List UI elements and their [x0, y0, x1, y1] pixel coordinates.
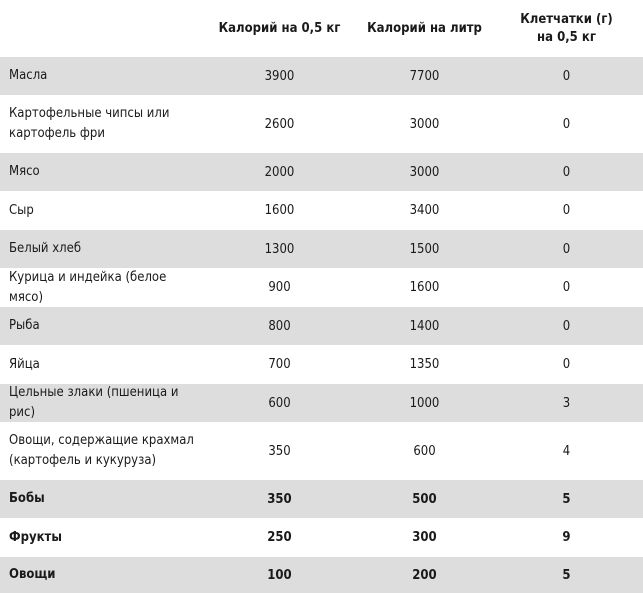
calories-per-half-kg: 100	[267, 567, 292, 583]
table-header	[0, 0, 643, 57]
food-name: Овощи	[9, 567, 56, 582]
calories-per-half-kg: 2000	[264, 164, 295, 180]
table-row	[0, 384, 643, 422]
table-row	[0, 57, 643, 95]
table-row	[0, 422, 643, 480]
food-name: Овощи, содержащие крахмал (картофель и кукуруза)	[9, 433, 194, 468]
table-row	[0, 480, 643, 518]
food-name: Яйца	[9, 356, 40, 372]
fiber-per-half-kg: 0	[562, 280, 571, 295]
calories-per-half-kg: 3900	[264, 68, 295, 84]
table-row	[0, 153, 643, 191]
header-calories-per-liter: Калорий на литр	[367, 20, 482, 36]
fiber-per-half-kg: 5	[562, 567, 571, 583]
header-fiber-line1: Клетчатки (г)	[520, 11, 613, 27]
calories-per-half-kg: 800	[268, 318, 291, 334]
fiber-per-half-kg: 5	[562, 491, 571, 507]
fiber-per-half-kg: 9	[562, 530, 571, 545]
fiber-per-half-kg: 0	[562, 116, 571, 132]
header-fiber-per-half-kg	[490, 11, 643, 47]
header-calories-per-half-kg: Калорий на 0,5 кг	[218, 20, 341, 36]
calories-per-liter: 600	[413, 443, 436, 459]
fiber-per-half-kg: 0	[562, 318, 571, 334]
calories-per-half-kg: 1300	[264, 241, 295, 257]
calories-per-liter: 3000	[409, 116, 440, 132]
food-name: Сыр	[9, 202, 34, 218]
food-name: Цельные злаки (пшеница и рис)	[9, 385, 179, 420]
calories-per-liter: 3000	[409, 164, 440, 180]
food-name: Белый хлеб	[9, 241, 82, 256]
header-fiber-line2: на 0,5 кг	[537, 29, 596, 45]
calories-per-liter: 200	[412, 567, 437, 583]
calories-per-liter: 1350	[409, 357, 440, 372]
food-name: Мясо	[9, 164, 40, 179]
calories-per-liter: 7700	[409, 68, 440, 84]
table-row	[0, 345, 643, 384]
fiber-per-half-kg: 4	[562, 443, 571, 459]
fiber-per-half-kg: 3	[562, 395, 571, 411]
food-name: Масла	[9, 68, 48, 83]
table-row	[0, 95, 643, 153]
calories-per-liter: 1400	[409, 318, 440, 334]
table-row	[0, 268, 643, 307]
calories-per-liter: 1000	[409, 395, 440, 411]
food-name: Рыба	[9, 318, 40, 333]
table-row	[0, 230, 643, 268]
calories-per-liter: 500	[412, 491, 437, 507]
table-row	[0, 518, 643, 557]
food-name: Бобы	[9, 491, 45, 506]
food-name: Курица и индейка (белое мясо)	[9, 269, 167, 305]
fiber-per-half-kg: 0	[562, 241, 571, 257]
calories-per-half-kg: 350	[267, 491, 292, 507]
calories-per-half-kg: 900	[268, 280, 291, 295]
calories-per-half-kg: 700	[268, 357, 291, 372]
table-row	[0, 557, 643, 593]
calories-per-half-kg: 2600	[264, 116, 295, 132]
calories-per-half-kg: 600	[268, 395, 291, 411]
fiber-per-half-kg: 0	[562, 68, 571, 84]
fiber-per-half-kg: 0	[562, 203, 571, 218]
table-row	[0, 307, 643, 345]
food-name: Фрукты	[9, 529, 62, 545]
calories-per-liter: 3400	[409, 203, 440, 218]
calories-per-half-kg: 250	[267, 530, 292, 545]
food-name: Картофельные чипсы или картофель фри	[9, 106, 170, 141]
calories-per-half-kg: 1600	[264, 203, 295, 218]
calories-per-liter: 300	[412, 530, 437, 545]
table-row	[0, 191, 643, 230]
fiber-per-half-kg: 0	[562, 357, 571, 372]
calories-per-half-kg: 350	[268, 443, 291, 459]
calories-per-liter: 1600	[409, 280, 440, 295]
calories-per-liter: 1500	[409, 241, 440, 257]
fiber-per-half-kg: 0	[562, 164, 571, 180]
